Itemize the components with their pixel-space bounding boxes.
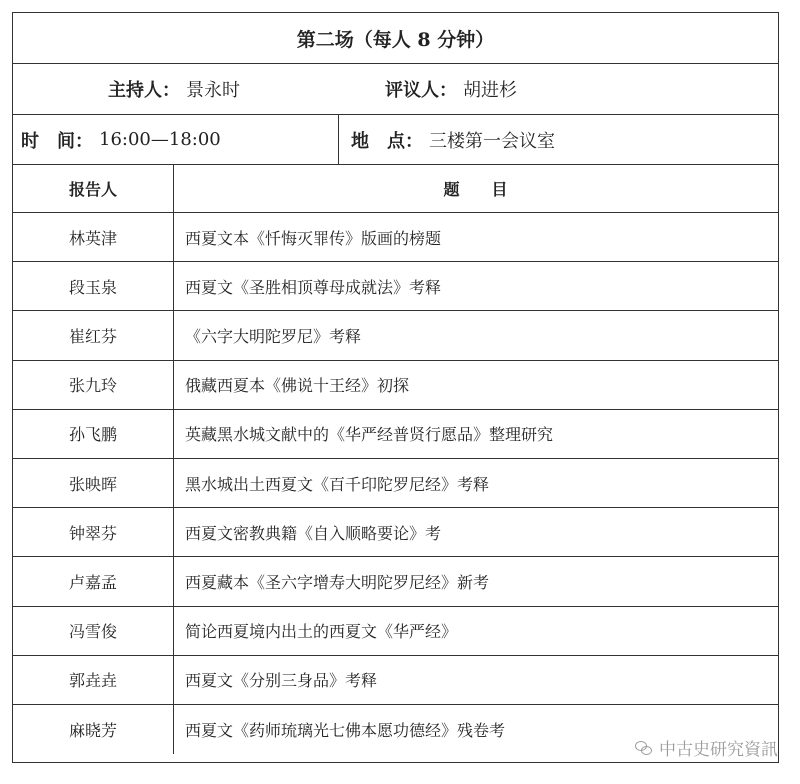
- reporter-name: 郭垚垚: [68, 671, 117, 691]
- reporter-name: 张映晖: [68, 474, 117, 494]
- table-header-row: [13, 165, 778, 213]
- reporter-name: 张九玲: [68, 376, 117, 396]
- header-topic: 题 目: [443, 180, 508, 199]
- talk-topic: 英藏黑水城文献中的《华严经普贤行愿品》整理研究: [185, 425, 554, 445]
- table-row: [13, 311, 778, 360]
- host-name: 景永时: [186, 80, 240, 101]
- table-row: [13, 656, 778, 705]
- talk-topic: 西夏藏本《圣六字增寿大明陀罗尼经》新考: [185, 572, 490, 592]
- table-row: [13, 262, 778, 311]
- place-label: 地 点：: [351, 130, 423, 152]
- reporter-name: 崔红芬: [68, 326, 117, 346]
- logistics-divider: [338, 115, 339, 164]
- logistics-row: [13, 115, 778, 165]
- reporter-name: 麻晓芳: [68, 721, 117, 741]
- time-label: 时 间：: [21, 130, 93, 152]
- talk-topic: 简论西夏境内出土的西夏文《华严经》: [185, 622, 458, 642]
- talk-topic: 西夏文密教典籍《自入顺略要论》考: [185, 523, 442, 543]
- time-cell: [21, 115, 221, 164]
- host-cell: [108, 64, 240, 114]
- reporter-name: 孙飞鹏: [68, 425, 117, 445]
- talk-topic: 《六字大明陀罗尼》考释: [185, 326, 362, 346]
- talk-topic: 西夏文《圣胜相顶尊母成就法》考释: [185, 277, 442, 297]
- time-value: 16:00—18:00: [99, 129, 221, 150]
- commentator-label: 评议人：: [385, 80, 457, 101]
- talk-topic: 西夏文《分别三身品》考释: [185, 671, 378, 691]
- schedule-table: [12, 12, 779, 763]
- table-row: [13, 508, 778, 557]
- wechat-icon: [635, 741, 653, 755]
- talk-topic: 西夏文本《忏悔灭罪传》版画的榜题: [185, 228, 442, 248]
- watermark: [635, 735, 778, 760]
- table-row: [13, 459, 778, 508]
- hosts-row: [13, 64, 778, 115]
- table-row: [13, 607, 778, 656]
- session-subtitle: （每人 8 分钟）: [353, 28, 495, 51]
- reporter-name: 钟翠芬: [68, 523, 117, 543]
- reporter-name: 冯雪俊: [68, 622, 117, 642]
- watermark-text: 中古史研究資訊: [659, 740, 778, 760]
- place-value: 三楼第一会议室: [429, 130, 555, 152]
- commentator-cell: [385, 64, 517, 114]
- session-title: 第二场: [296, 28, 354, 51]
- talk-topic: 俄藏西夏本《佛说十王经》初探: [185, 376, 410, 396]
- talk-topic: 西夏文《药师琉璃光七佛本愿功德经》残卷考: [185, 721, 506, 741]
- talk-topic: 黑水城出土西夏文《百千印陀罗尼经》考释: [185, 474, 490, 494]
- table-row: [13, 557, 778, 606]
- table-row: [13, 361, 778, 410]
- session-title-row: [13, 13, 778, 64]
- reporter-name: 段玉泉: [68, 277, 117, 297]
- reporter-name: 卢嘉孟: [68, 572, 117, 592]
- place-cell: [351, 115, 555, 164]
- reporter-name: 林英津: [68, 228, 117, 248]
- commentator-name: 胡进杉: [463, 80, 517, 101]
- host-label: 主持人：: [108, 80, 180, 101]
- table-row: [13, 213, 778, 262]
- table-row: [13, 410, 778, 459]
- header-reporter: 报告人: [68, 180, 117, 199]
